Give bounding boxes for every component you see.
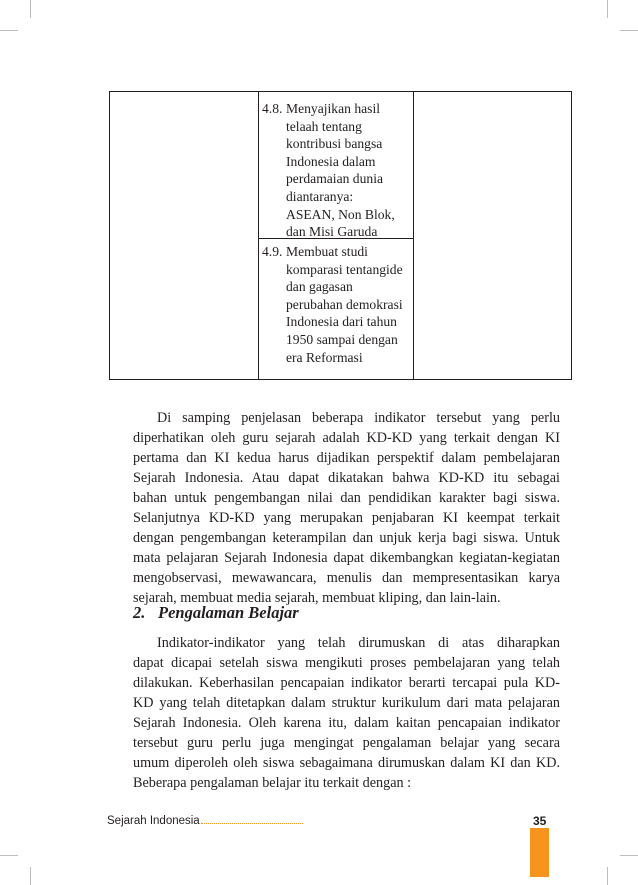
kd-line: Indonesia dalam	[286, 153, 376, 169]
crop-mark	[30, 867, 31, 885]
paragraph-line: mata pelajaran Sejarah Indonesia dapat dikembangkan kegiatan-kegiatan	[133, 550, 560, 566]
kd-line: ASEAN, Non Blok,	[286, 206, 395, 222]
kd-line: Menyajikan hasil	[286, 101, 381, 116]
crop-mark	[0, 30, 18, 31]
paragraph-line: umum diperoleh oleh siswa sebagaimana dirumuskan dalam KI dan KD.	[133, 755, 560, 771]
kd-line: dan Misi Garuda	[286, 224, 378, 240]
paragraph-line: Di samping penjelasan beberapa indikator tersebut yang perlu	[157, 410, 560, 426]
paragraph-line: dilakukan. Keberhasilan pencapaian indikator berarti tercapai pula KD-	[133, 675, 560, 691]
paragraph-line: sejarah, membuat media sejarah, membuat kliping, dan lain-lain.	[133, 590, 501, 606]
paragraph-line: Sejarah Indonesia. Atau dapat dikatakan bahwa KD-KD itu sebagai	[133, 470, 560, 486]
kd-line: 1950 sampai dengan	[286, 332, 398, 347]
paragraph-line: Sejarah Indonesia. Oleh karena itu, dalam kaitan pencapaian indikator	[133, 715, 560, 731]
crop-mark	[607, 0, 608, 18]
paragraph-line: Selanjutnya KD-KD yang merupakan penjabaran KI keempat terkait	[133, 510, 560, 526]
section-heading	[133, 603, 299, 623]
kd-line: perubahan demokrasi	[286, 296, 403, 312]
crop-mark	[30, 0, 31, 18]
kd-line: telaah tentang	[286, 118, 362, 134]
kd-line: diantaranya:	[286, 189, 354, 204]
kd-line: era Reformasi	[286, 349, 363, 365]
kd-line: Indonesia dari tahun	[286, 314, 397, 330]
paragraph-line: dengan pengembangan keterampilan dan unjuk kerja bagi siswa. Untuk	[133, 530, 560, 546]
paragraph-line: bahan untuk pengembangan nilai dan pendidikan karakter bagi siswa.	[133, 490, 560, 506]
paragraph-line: dapat dicapai setelah siswa mengikuti proses pembelajaran yang telah	[133, 655, 560, 671]
kd-number: 4.8.	[262, 101, 283, 116]
crop-mark	[0, 855, 18, 856]
crop-mark	[620, 30, 638, 31]
paragraph-line: mengobservasi, mewawancara, menulis dan mempresentasikan karya	[133, 570, 560, 586]
paragraph-line: KD yang telah ditetapkan dalam struktur kurikulum dari mata pelajaran	[133, 695, 560, 711]
page-color-tab	[530, 828, 549, 877]
footer-dotted-rule	[201, 823, 303, 824]
kd-number: 4.9.	[262, 244, 283, 259]
kd-item-4-8	[262, 100, 422, 250]
paragraph-line: Indikator-indikator yang telah dirumuskan di atas diharapkan	[157, 635, 560, 651]
section-title: Pengalaman Belajar	[158, 603, 299, 622]
kd-line: komparasi tentangide	[286, 261, 403, 277]
page-number: 35	[533, 814, 547, 828]
kd-line: Membuat studi	[286, 244, 368, 259]
crop-mark	[607, 867, 608, 885]
paragraph-line: diperhatikan oleh guru sejarah adalah KD-KD yang terkait dengan KI	[133, 430, 560, 446]
footer-book-title: Sejarah Indonesia	[107, 815, 200, 827]
paragraph-line: pertama dan KI kedua harus dijadikan perspektif dalam pembelajaran	[133, 450, 560, 466]
section-number: 2.	[133, 603, 146, 622]
kd-line: perdamaian dunia	[286, 171, 384, 187]
kd-line: dan gagasan	[286, 279, 353, 295]
kd-item-4-9	[262, 243, 422, 373]
paragraph-line: Beberapa pengalaman belajar itu terkait dengan :	[133, 775, 412, 791]
paragraph-line: tersebut guru perlu juga mengingat pengalaman belajar yang secara	[133, 735, 560, 751]
crop-mark	[620, 855, 638, 856]
table-column-divider	[258, 92, 259, 379]
kd-line: kontribusi bangsa	[286, 136, 383, 152]
